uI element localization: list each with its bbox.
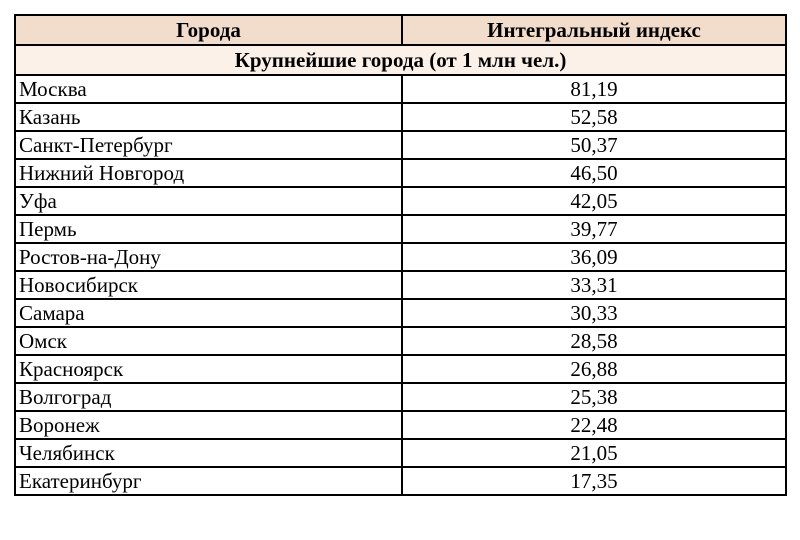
city-name-cell: Волгоград: [15, 383, 402, 411]
city-name-cell: Нижний Новгород: [15, 159, 402, 187]
table-row: [15, 131, 786, 159]
column-header-cities: Города: [15, 15, 402, 45]
city-name-cell: Воронеж: [15, 411, 402, 439]
table-row: [15, 215, 786, 243]
city-name-cell: Москва: [15, 75, 402, 103]
header-row: [15, 15, 786, 45]
city-name-cell: Самара: [15, 299, 402, 327]
index-value-cell: 36,09: [402, 243, 786, 271]
index-value-cell: 25,38: [402, 383, 786, 411]
table-row: [15, 299, 786, 327]
city-index-table: [14, 14, 787, 496]
index-value-cell: 30,33: [402, 299, 786, 327]
table-row: [15, 187, 786, 215]
table-row: [15, 243, 786, 271]
table-row: [15, 159, 786, 187]
table-row: [15, 467, 786, 495]
city-name-cell: Пермь: [15, 215, 402, 243]
group-row: [15, 45, 786, 75]
index-value-cell: 81,19: [402, 75, 786, 103]
table-row: [15, 355, 786, 383]
index-value-cell: 42,05: [402, 187, 786, 215]
table-row: [15, 439, 786, 467]
index-value-cell: 21,05: [402, 439, 786, 467]
column-header-index: Интегральный индекс: [402, 15, 786, 45]
index-value-cell: 39,77: [402, 215, 786, 243]
index-value-cell: 22,48: [402, 411, 786, 439]
city-name-cell: Омск: [15, 327, 402, 355]
group-label: Крупнейшие города (от 1 млн чел.): [15, 45, 786, 75]
index-value-cell: 52,58: [402, 103, 786, 131]
city-name-cell: Новосибирск: [15, 271, 402, 299]
index-value-cell: 33,31: [402, 271, 786, 299]
city-name-cell: Челябинск: [15, 439, 402, 467]
city-name-cell: Екатеринбург: [15, 467, 402, 495]
table-row: [15, 411, 786, 439]
city-name-cell: Уфа: [15, 187, 402, 215]
table-row: [15, 75, 786, 103]
index-value-cell: 26,88: [402, 355, 786, 383]
index-value-cell: 17,35: [402, 467, 786, 495]
city-name-cell: Красноярск: [15, 355, 402, 383]
city-name-cell: Санкт-Петербург: [15, 131, 402, 159]
table-row: [15, 327, 786, 355]
city-name-cell: Ростов-на-Дону: [15, 243, 402, 271]
city-name-cell: Казань: [15, 103, 402, 131]
table-row: [15, 383, 786, 411]
index-value-cell: 50,37: [402, 131, 786, 159]
table-row: [15, 103, 786, 131]
table-row: [15, 271, 786, 299]
index-value-cell: 28,58: [402, 327, 786, 355]
city-index-table-container: [14, 14, 785, 496]
index-value-cell: 46,50: [402, 159, 786, 187]
